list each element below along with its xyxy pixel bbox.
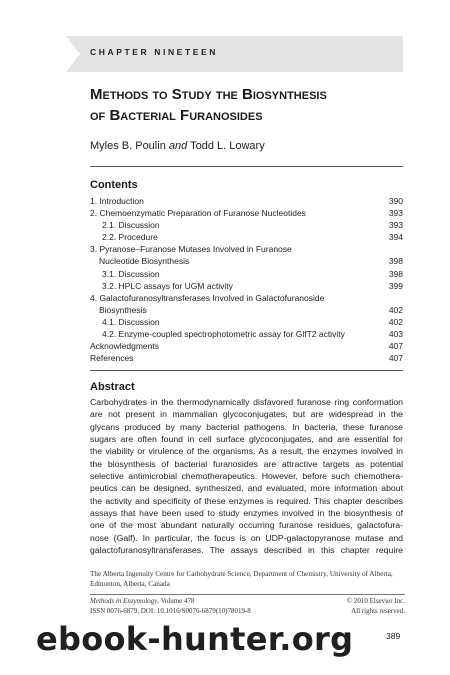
divider-rule: [90, 370, 403, 371]
author-conjunction: and: [168, 140, 188, 152]
toc-entry-page: 399: [388, 280, 403, 291]
toc-entry: [90, 207, 403, 219]
contents-heading: Contents: [90, 179, 138, 191]
toc-entry: [90, 255, 403, 267]
toc-entry: [90, 316, 403, 328]
chapter-label: CHAPTER NINETEEN: [90, 47, 219, 57]
toc-entry-page: 398: [388, 268, 403, 279]
journal-citation: [90, 597, 195, 605]
abstract-line: assays that have been used to study enzymes involved in the biosynthesis of: [90, 508, 403, 519]
abstract-line: glycans produced by many bacterial pathogens. In bacteria, these furanose: [90, 421, 403, 432]
toc-entry-title: 1. Introduction: [90, 196, 144, 206]
toc-entry-page: 402: [388, 316, 403, 327]
author-second: Todd L. Lowary: [190, 140, 265, 152]
watermark-text: ebook-hunter.org: [36, 620, 354, 658]
abstract-line: peutics can be designed, synthesized, and evaluated, more information about: [90, 483, 403, 494]
publication-footer: [90, 597, 405, 616]
divider-rule: [90, 166, 403, 167]
toc-entry-title: Nucleotide Biosynthesis: [99, 256, 190, 267]
toc-entry-title: Acknowledgments: [90, 341, 159, 352]
toc-entry-title: 3.1. Discussion: [102, 268, 160, 279]
abstract-line: galactofuranosyltransferases. The assays described in this chapter require: [90, 545, 403, 556]
toc-entry-title: 4.2. Enzyme-coupled spectrophotometric assay for GlfT2 activity: [102, 329, 345, 340]
chapter-title: [90, 84, 410, 126]
toc-entry-title: Biosynthesis: [99, 304, 147, 315]
toc-entry-title: 3. Pyranose–Furanose Mutases Involved in Furanose: [90, 244, 292, 255]
toc-entry: [90, 292, 403, 304]
toc-entry: [90, 243, 403, 255]
abstract-line: selective antimicrobial chemotherapeutics. However, before such chemothera-: [90, 471, 403, 482]
toc-entry: [90, 304, 403, 316]
toc-entry-page: 398: [388, 256, 403, 267]
journal-volume: , Volume 478: [157, 597, 195, 605]
abstract-line: are not present in mammalian glycoconjugates, but are widespread in the: [90, 409, 403, 420]
chapter-title-line-2: of Bacterial Furanosides: [90, 107, 263, 124]
abstract-line: the activity and specificity of these enzymes is required. This chapter describes: [90, 495, 403, 506]
toc-entry: [90, 219, 403, 231]
toc-entry: [90, 340, 403, 352]
toc-entry: [90, 195, 403, 207]
affiliation: [90, 569, 405, 589]
toc-entry-page: 393: [388, 220, 403, 231]
toc-entry: [90, 231, 403, 243]
abstract-line: the biosynthesis of bacterial furanosides are attractive targets as potential: [90, 458, 403, 469]
toc-entry: [90, 328, 403, 340]
affiliation-line-1: The Alberta Ingenuity Centre for Carbohydrate Science, Department of Chemistry, University of Alberta,: [90, 570, 393, 578]
toc-entry: [90, 352, 403, 364]
toc-entry-title: 2.1. Discussion: [102, 220, 160, 231]
toc-entry-title: 2. Chemoenzymatic Preparation of Furanose Nucleotides: [90, 208, 306, 219]
copyright: © 2010 Elsevier Inc.: [346, 597, 405, 605]
abstract-line: Carbohydrates in the thermodynamically disfavored furanose ring conformation: [90, 397, 403, 407]
issn-doi: ISSN 0076-6879, DOI: 10.1016/S0076-6879(10)78019-8: [90, 606, 251, 615]
page-number: 389: [386, 631, 401, 641]
toc-entry-page: 402: [388, 304, 403, 315]
journal-name: Methods in Enzymology: [90, 597, 158, 605]
toc-entry-page: 407: [388, 341, 403, 352]
abstract-line: the viability or virulence of the organisms. As a result, the enzymes involved in: [90, 446, 403, 457]
table-of-contents: [90, 195, 403, 364]
toc-entry: [90, 268, 403, 280]
toc-entry-title: 4.1. Discussion: [102, 316, 160, 327]
toc-entry-page: 393: [388, 208, 403, 219]
authors: [90, 140, 265, 152]
abstract-line: one of the most abundant naturally occurring furanose residues, galactofura-: [90, 520, 403, 531]
affiliation-line-2: Edmonton, Alberta, Canada: [90, 580, 170, 588]
footer-rule: [90, 594, 405, 595]
abstract-body: [90, 396, 403, 556]
abstract-line: sugars are often found in cell surface glycoconjugates, and are essential for: [90, 434, 403, 445]
toc-entry: [90, 280, 403, 292]
chapter-title-line-1: Methods to Study the Biosynthesis: [90, 86, 327, 103]
abstract-heading: Abstract: [90, 381, 135, 393]
toc-entry-title: References: [90, 353, 134, 364]
toc-entry-page: 394: [388, 232, 403, 243]
toc-entry-title: 2.2. Procedure: [102, 232, 158, 243]
toc-entry-page: 390: [388, 196, 403, 206]
rights: All rights reserved.: [351, 606, 405, 615]
toc-entry-title: 3.2. HPLC assays for UGM activity: [102, 280, 233, 291]
toc-entry-page: 403: [388, 329, 403, 340]
abstract-line: nose (Galf). In particular, the focus is on UDP-galactopyranose mutase and: [90, 532, 403, 543]
author-first: Myles B. Poulin: [90, 140, 166, 152]
chapter-banner-notch: [66, 36, 80, 72]
toc-entry-title: 4. Galactofuranosyltransferases Involved in Galactofuranoside: [90, 292, 325, 303]
toc-entry-page: 407: [388, 353, 403, 364]
